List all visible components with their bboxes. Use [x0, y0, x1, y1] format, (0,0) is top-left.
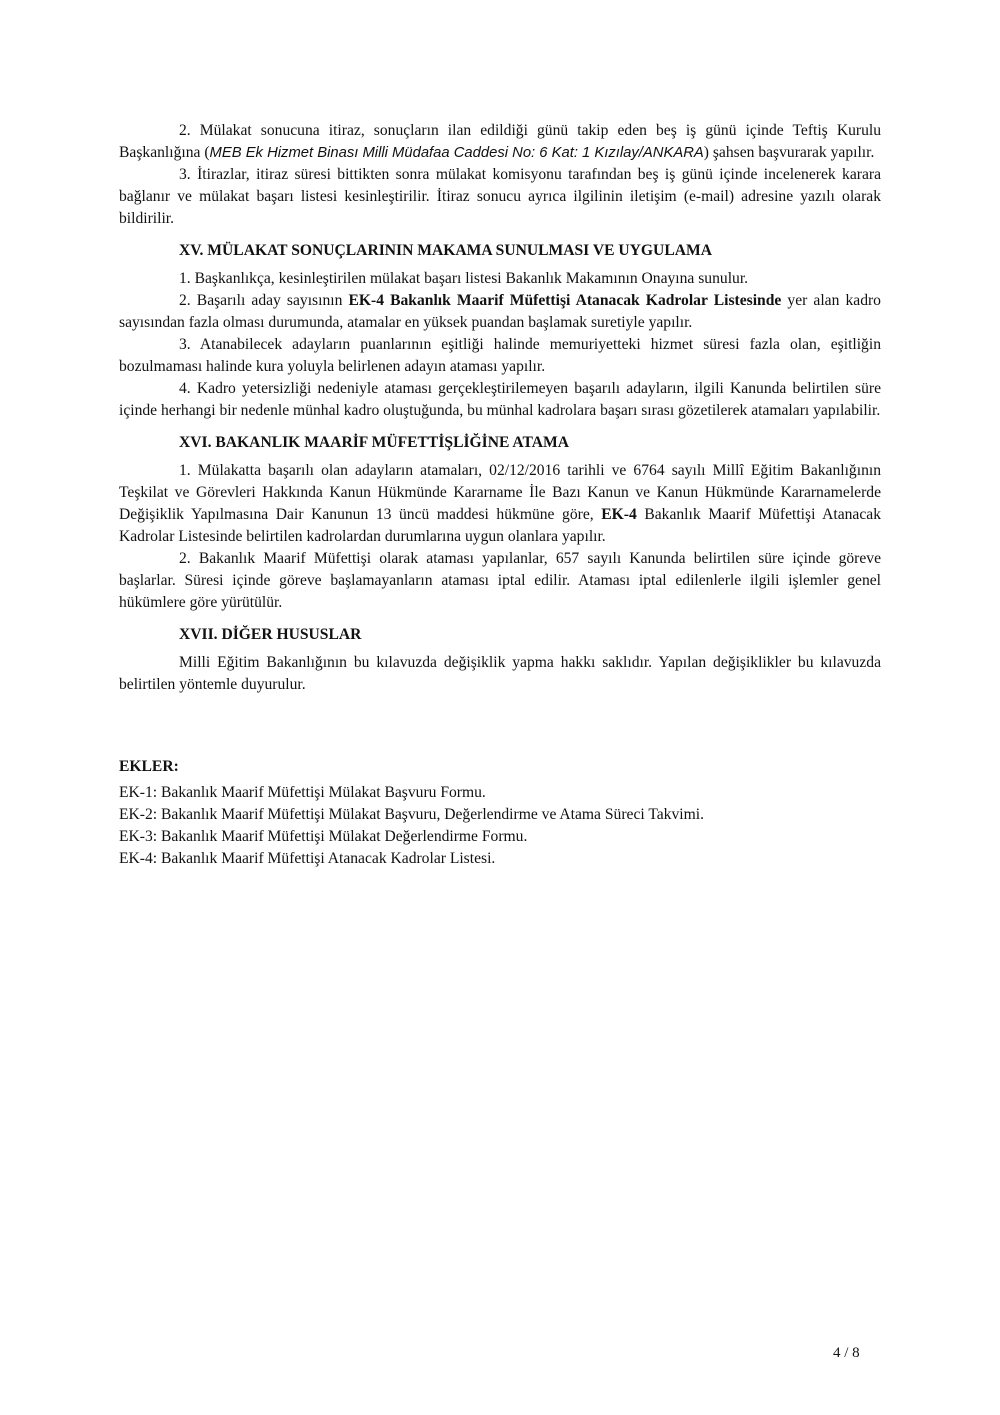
annex-item: EK-4: Bakanlık Maarif Müfettişi Atanacak Kadrolar Listesi.	[119, 850, 496, 867]
objection-address: MEB Ek Hizmet Binası Milli Müdafaa Caddesi No: 6 Kat: 1 Kızılay/ANKARA	[209, 145, 704, 161]
xv-2-tail: yer alan kadro sayısından fazla olması durumunda, atamalar en yüksek puandan başlamak suretiyle yapılır.	[119, 292, 881, 331]
annex-item: EK-2: Bakanlık Maarif Müfettişi Mülakat Başvuru, Değerlendirme ve Atama Süreci Takvimi.	[119, 806, 704, 823]
page-number: 4 / 8	[833, 1345, 860, 1361]
xv-2-lead: 2. Başarılı aday sayısının	[179, 292, 349, 309]
document-page	[119, 120, 881, 870]
xvi-1-tail: Bakanlık Maarif Müfettişi Atanacak Kadrolar Listesinde belirtilen kadrolardan durumlarına uygun olanlara yapılır.	[119, 506, 881, 545]
paragraph-xv-1: 1. Başkanlıkça, kesinleştirilen mülakat başarı listesi Bakanlık Makamının Onayına sunulur.	[179, 270, 749, 287]
annex-item: EK-3: Bakanlık Maarif Müfettişi Mülakat Değerlendirme Formu.	[119, 828, 528, 845]
section-heading-xv: XV. MÜLAKAT SONUÇLARININ MAKAMA SUNULMASI VE UYGULAMA	[179, 242, 712, 259]
objection-tail: ) şahsen başvurarak yapılır.	[703, 144, 875, 161]
paragraph-xvi-1	[119, 460, 881, 548]
section-heading-xvi: XVI. BAKANLIK MAARİF MÜFETTİŞLİĞİNE ATAMA	[179, 434, 570, 451]
xvi-1-bold: EK-4	[601, 506, 637, 523]
paragraph-xv-2	[119, 290, 881, 334]
section-heading-xvii: XVII. DİĞER HUSUSLAR	[179, 626, 362, 643]
paragraph-xv-4: 4. Kadro yetersizliği nedeniyle ataması gerçekleştirilemeyen başarılı adayların, ilgili Kanunda belirtilen süre içinde herhangi bir nedenle münhal kadro oluştuğunda, bu münhal kadrolara başarı sırası gözetilerek atamaları yapılabilir.	[119, 380, 881, 419]
paragraph-objection	[119, 120, 881, 164]
xv-2-bold: EK-4 Bakanlık Maarif Müfettişi Atanacak Kadrolar Listesinde	[348, 292, 782, 309]
paragraph-xv-3: 3. Atanabilecek adayların puanlarının eşitliği halinde memuriyetteki hizmet süresi fazla olan, eşitliğin bozulmaması halinde kura yoluyla belirlenen adayın ataması yapılır.	[119, 336, 881, 375]
paragraph-xvii-1: Milli Eğitim Bakanlığının bu kılavuzda değişiklik yapma hakkı saklıdır. Yapılan değişiklikler bu kılavuzda belirtilen yöntemle duyurulur.	[119, 654, 881, 693]
paragraph-xvi-2: 2. Bakanlık Maarif Müfettişi olarak ataması yapılanlar, 657 sayılı Kanunda belirtilen süre içinde göreve başlarlar. Süresi içinde göreve başlamayanların ataması iptal edilir. Ataması iptal edilenlerle ilgili işlemler genel hükümlere göre yürütülür.	[119, 550, 881, 611]
xvi-1-number: 1	[179, 462, 187, 479]
objection-lead: 2. Mülakat sonucuna itiraz	[179, 122, 361, 139]
objection-text: , sonuçların ilan edildiği günü takip eden beş iş günü içinde Teftiş Kurulu Başkanlığına (	[119, 122, 881, 161]
paragraph-objection-review: 3. İtirazlar, itiraz süresi bittikten sonra mülakat komisyonu tarafından beş iş günü içinde incelenerek karara bağlanır ve mülakat başarı listesi kesinleştirilir. İtiraz sonucu ayrıca ilgilinin iletişim (e-mail) adresine yazılı olarak bildirilir.	[119, 166, 881, 227]
annex-item: EK-1: Bakanlık Maarif Müfettişi Mülakat Başvuru Formu.	[119, 784, 486, 801]
annexes-title: EKLER:	[119, 758, 179, 775]
xvi-1-text: . Mülakatta başarılı olan adayların atamaları, 02/12/2016 tarihli ve 6764 sayılı Millî Eğitim Bakanlığının Teşkilat ve Görevleri Hakkında Kanun Hükmünde Kararname İle Bazı Kanun ve Kanun Hükmünde Kararnamelerde Değişiklik Yapılmasına Dair Kanunun 13 üncü maddesi hükmüne göre,	[119, 462, 881, 523]
